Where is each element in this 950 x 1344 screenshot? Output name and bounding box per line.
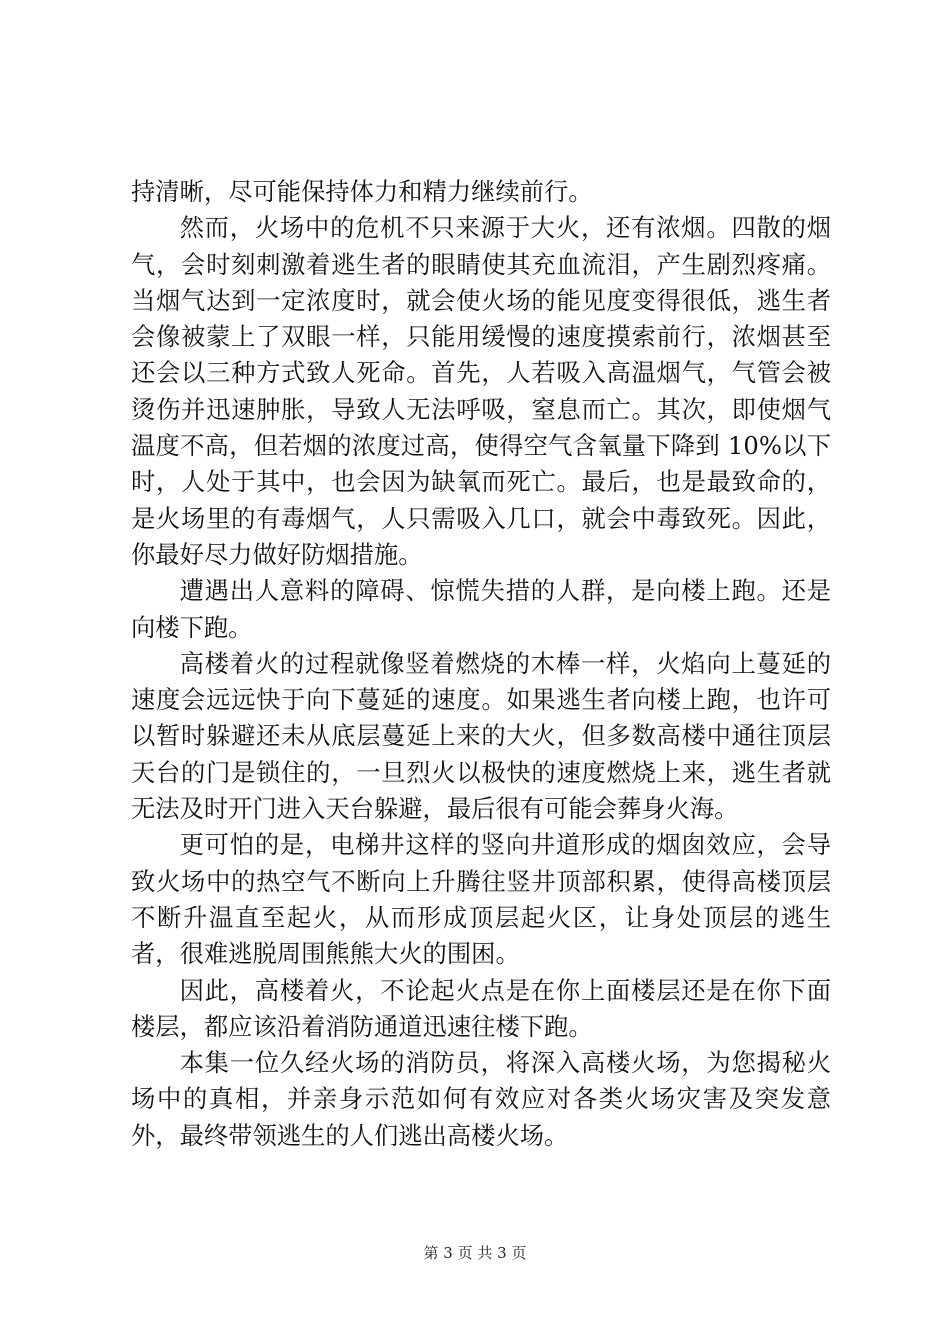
paragraph-smoke-danger: 然而，火场中的危机不只来源于大火，还有浓烟。四散的烟气，会时刻刺激着逃生者的眼睛使其充血流泪，产生剧烈疼痛。当烟气达到一定浓度时，就会使火场的能见度变得很低，逃生者会像被蒙上了双眼一样，只能用缓慢的速度摸索前行，浓烟甚至还会以三种方式致人死命。首先，人若吸入高温烟气，气管会被烫伤并迅速肿胀，导致人无法呼吸，窒息而亡。其次，即使烟气温度不高，但若烟的浓度过高，使得空气含氧量下降到 10%以下时，人处于其中，也会因为缺氧而死亡。最后，也是最致命的，是火场里的有毒烟气，人只需吸入几口，就会中毒致死。因此，你最好尽力做好防烟措施。	[131, 213, 831, 569]
paragraph-chimney-effect: 更可怕的是，电梯井这样的竖向井道形成的烟囱效应，会导致火场中的热空气不断向上升腾往竖井顶部积累，使得高楼顶层不断升温直至起火，从而形成顶层起火区，让身处顶层的逃生者，很难逃脱周围熊熊大火的围困。	[131, 830, 831, 969]
document-body	[131, 174, 831, 1154]
paragraph-fire-spread: 高楼着火的过程就像竖着燃烧的木棒一样，火焰向上蔓延的速度会远远快于向下蔓延的速度。如果逃生者向楼上跑，也许可以暂时躲避还未从底层蔓延上来的大火，但多数高楼中通往顶层天台的门是锁住的，一旦烈火以极快的速度燃烧上来，逃生者就无法及时开门进入天台躲避，最后很有可能会葬身火海。	[131, 648, 831, 824]
paragraph-continuation: 持清晰，尽可能保持体力和精力继续前行。	[131, 177, 593, 206]
paragraph-episode-intro: 本集一位久经火场的消防员，将深入高楼火场，为您揭秘火场中的真相，并亲身示范如何有效应对各类火场灾害及突发意外，最终带领逃生的人们逃出高楼火场。	[131, 1048, 831, 1150]
paragraph-up-or-down: 遭遇出人意料的障碍、惊慌失措的人群，是向楼上跑。还是向楼下跑。	[131, 576, 831, 642]
page-number: 第 3 页 共 3 页	[423, 1244, 527, 1262]
paragraph-conclusion: 因此，高楼着火，不论起火点是在你上面楼层还是在你下面楼层，都应该沿着消防通道迅速往楼下跑。	[131, 975, 831, 1041]
